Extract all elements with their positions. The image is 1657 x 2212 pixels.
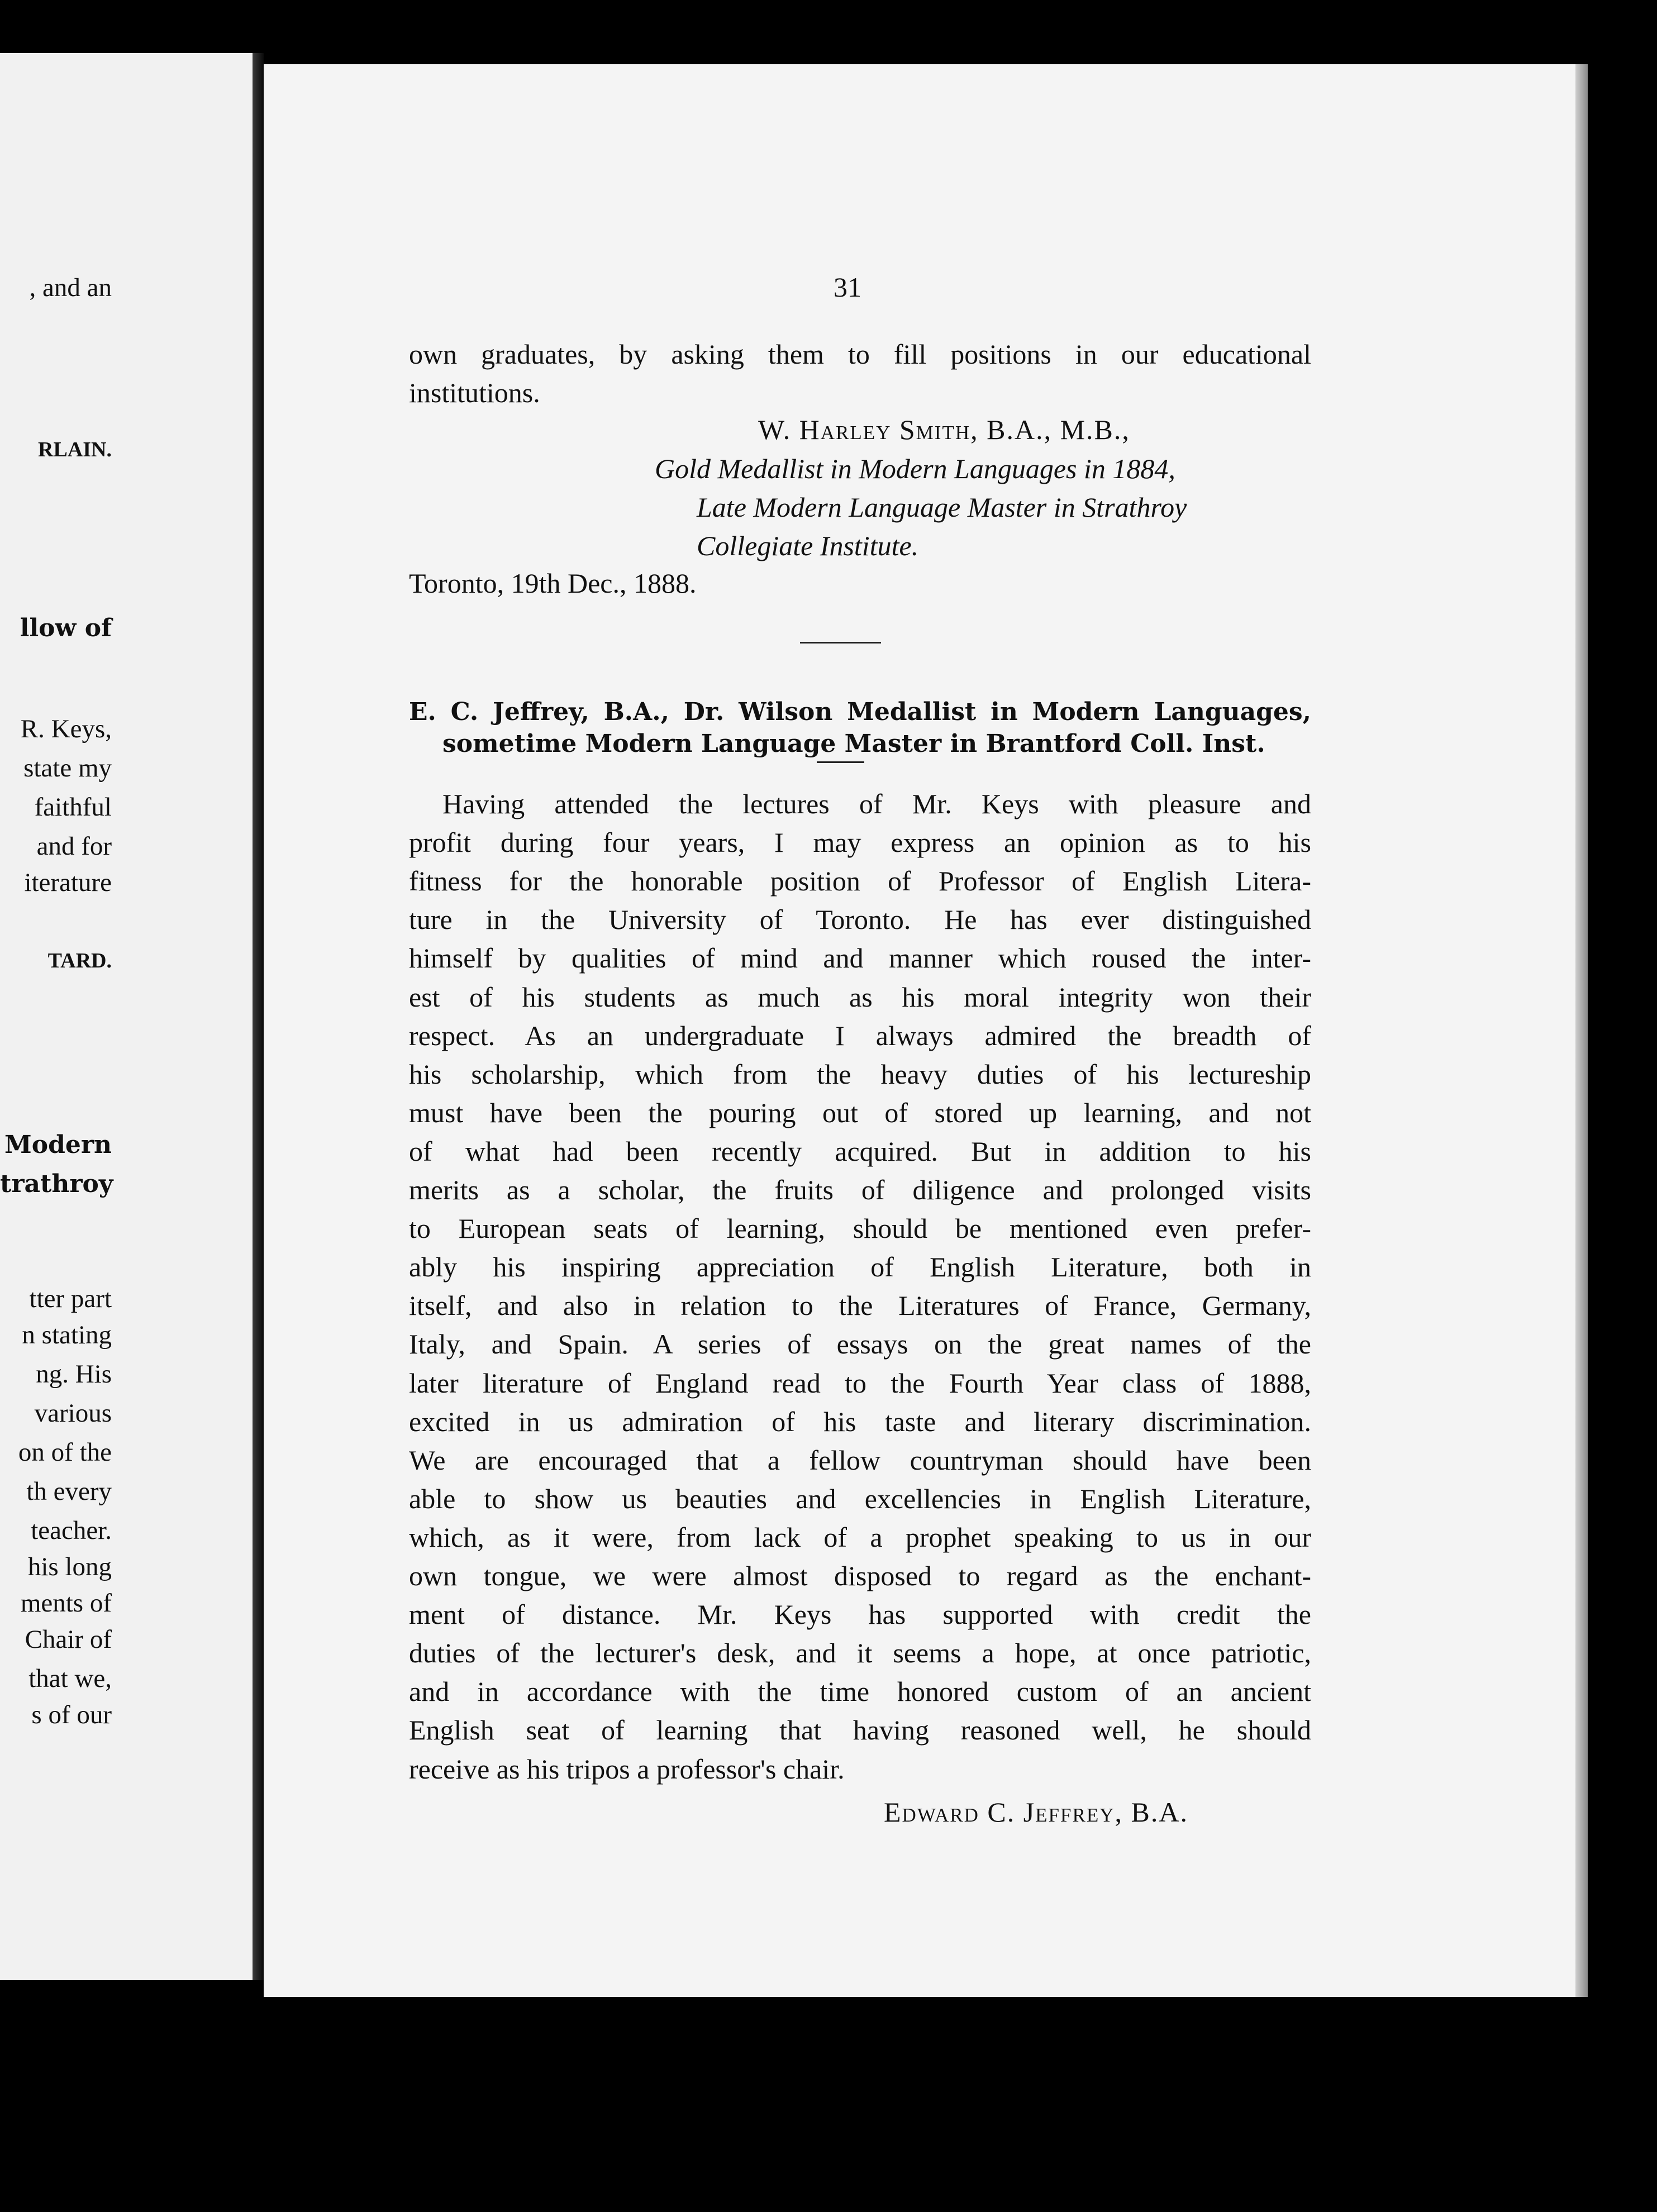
left-page-text-fragment: various — [34, 1399, 112, 1428]
body-line: receive as his tripos a professor's chair. — [409, 1753, 845, 1785]
body-line: English seat of learning that having reasoned well, he should — [409, 1714, 1311, 1746]
left-page-text-fragment: his long — [27, 1552, 112, 1581]
body-line: est of his students as much as his moral integrity won their — [409, 981, 1311, 1013]
body-line: his scholarship, which from the heavy duties of his lectureship — [409, 1059, 1311, 1090]
page-number: 31 — [834, 271, 861, 303]
left-page-text-fragment: faithful — [34, 793, 112, 822]
body-line: profit during four years, I may express an opinion as to his — [409, 827, 1311, 858]
section-heading-line: E. C. Jeffrey, B.A., Dr. Wilson Medallist in Modern Languages, — [409, 698, 1311, 726]
section-heading-line: sometime Modern Language Master in Brantford Coll. Inst. — [442, 730, 1265, 758]
left-page-text-fragment: , and an — [29, 273, 112, 302]
heading-underline — [817, 761, 864, 763]
letter1-signature-title: Late Modern Language Master in Strathroy — [697, 492, 1187, 523]
section-divider — [800, 642, 881, 643]
letter1-signature-title: Gold Medallist in Modern Languages in 1884, — [655, 453, 1175, 484]
place-date: Toronto, 19th Dec., 1888. — [409, 568, 697, 599]
letter1-signature-name: W. Harley Smith, B.A., M.B., — [758, 414, 1130, 445]
body-line: later literature of England read to the Fourth Year class of 1888, — [409, 1367, 1311, 1399]
body-line: Having attended the lectures of Mr. Keys with pleasure and — [442, 788, 1311, 819]
document-page — [264, 64, 1575, 1997]
left-page-text-fragment: Modern — [4, 1131, 112, 1159]
left-page-text-fragment: R. Keys, — [20, 714, 112, 743]
left-page-text-fragment: TARD. — [47, 949, 112, 972]
body-line: itself, and also in relation to the Literatures of France, Germany, — [409, 1290, 1311, 1321]
left-page-text-fragment: RLAIN. — [38, 438, 112, 461]
left-page-text-fragment: on of the — [18, 1438, 112, 1467]
body-line: able to show us beauties and excellencies in English Literature, — [409, 1483, 1311, 1514]
left-page-text-fragment: that we, — [28, 1664, 112, 1693]
left-page-text-fragment: teacher. — [31, 1516, 112, 1545]
body-line: excited in us admiration of his taste and literary discrimination. — [409, 1406, 1311, 1437]
body-line: Italy, and Spain. A series of essays on the great names of the — [409, 1328, 1311, 1360]
body-line: merits as a scholar, the fruits of diligence and prolonged visits — [409, 1174, 1311, 1205]
body-line: ment of distance. Mr. Keys has supported with credit the — [409, 1599, 1311, 1630]
body-line: respect. As an undergraduate I always admired the breadth of — [409, 1020, 1311, 1051]
left-page-text-fragment: th every — [26, 1477, 112, 1506]
body-line: to European seats of learning, should be mentioned even prefer- — [409, 1213, 1311, 1244]
body-line: We are encouraged that a fellow countryman should have been — [409, 1445, 1311, 1476]
left-page-text-fragment: n stating — [22, 1320, 112, 1350]
book-gutter — [253, 53, 264, 1980]
previous-page-fragment — [0, 53, 253, 1980]
left-page-text-fragment: state my — [23, 754, 112, 783]
left-page-text-fragment: ments of — [20, 1589, 112, 1618]
left-page-text-fragment: llow of — [20, 614, 112, 642]
left-page-text-fragment: iterature — [24, 868, 112, 897]
left-page-text-fragment: tter part — [29, 1284, 112, 1313]
intro-line: institutions. — [409, 377, 540, 408]
body-line: must have been the pouring out of stored up learning, and not — [409, 1097, 1311, 1128]
body-line: duties of the lecturer's desk, and it seems a hope, at once patriotic, — [409, 1637, 1311, 1668]
body-line: and in accordance with the time honored custom of an ancient — [409, 1676, 1311, 1707]
body-line: which, as it were, from lack of a prophet speaking to us in our — [409, 1522, 1311, 1553]
letter1-signature-title: Collegiate Institute. — [697, 530, 919, 561]
body-line: fitness for the honorable position of Professor of English Litera- — [409, 865, 1311, 897]
body-line: ture in the University of Toronto. He has ever distinguished — [409, 904, 1311, 935]
left-page-text-fragment: trathroy — [0, 1170, 113, 1198]
body-line: ably his inspiring appreciation of English Literature, both in — [409, 1251, 1311, 1283]
body-line: of what had been recently acquired. But in addition to his — [409, 1136, 1311, 1167]
page-edge — [1575, 64, 1588, 1997]
left-page-text-fragment: s of our — [31, 1700, 112, 1729]
intro-line: own graduates, by asking them to fill positions in our educational — [409, 339, 1311, 370]
body-line: own tongue, we were almost disposed to regard as the enchant- — [409, 1560, 1311, 1591]
left-page-text-fragment: and for — [36, 832, 112, 861]
left-page-text-fragment: ng. His — [36, 1360, 112, 1389]
body-line: himself by qualities of mind and manner which roused the inter- — [409, 942, 1311, 974]
left-page-text-fragment: Chair of — [25, 1625, 112, 1654]
letter2-signature: Edward C. Jeffrey, B.A. — [884, 1796, 1188, 1828]
